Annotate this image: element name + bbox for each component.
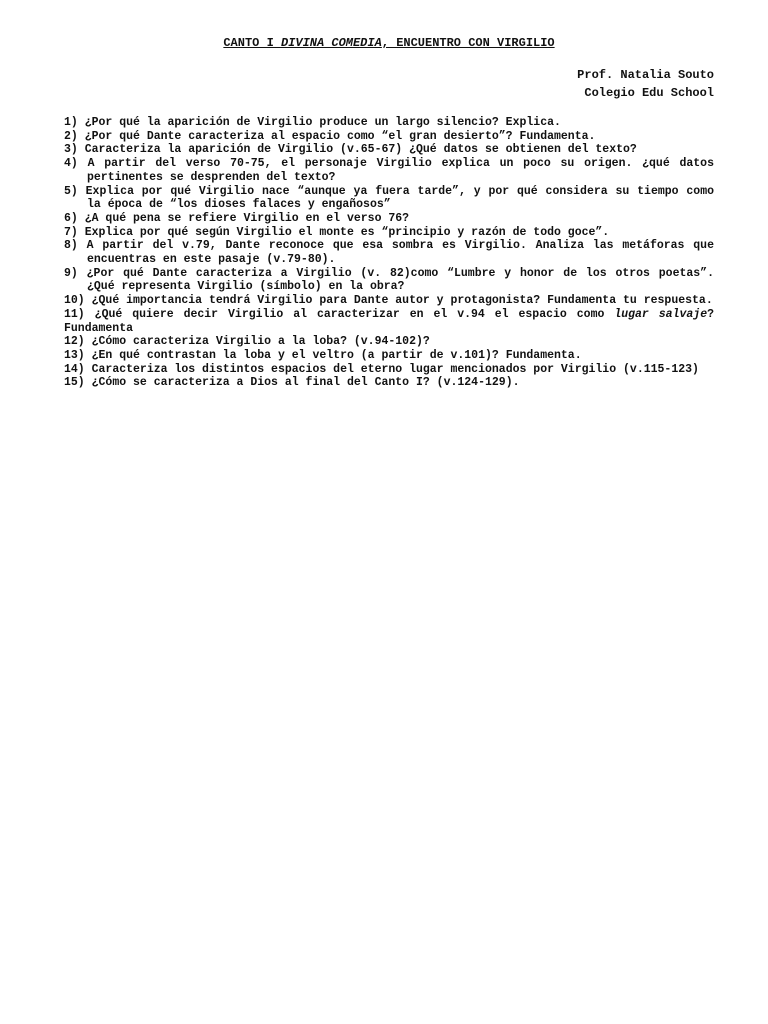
question-text: ¿Por qué Dante caracteriza a Virgilio (v. 82)como “Lumbre y honor de los otros poetas”. ¿Qué representa Virgilio (símbolo) en la obra? <box>86 266 714 294</box>
question-text: ¿Por qué Dante caracteriza al espacio como “el gran desierto”? Fundamenta. <box>84 129 596 143</box>
question-item <box>64 349 714 363</box>
author-name: Prof. Natalia Souto <box>577 68 714 82</box>
question-number: 6) <box>64 211 85 225</box>
school-name: Colegio Edu School <box>584 86 714 100</box>
question-number: 4) <box>64 157 88 171</box>
question-number: 5) <box>64 184 86 198</box>
question-text-end: ? Fundamenta <box>64 307 714 335</box>
question-item <box>64 335 714 349</box>
question-number: 13) <box>64 348 85 362</box>
question-item <box>64 130 714 144</box>
question-number: 14) <box>64 362 85 376</box>
document-page <box>64 34 714 390</box>
question-number: 12) <box>64 335 85 349</box>
question-item <box>64 226 714 240</box>
question-item <box>64 376 714 390</box>
question-item <box>64 294 714 308</box>
question-number: 8) <box>64 239 87 253</box>
question-text: A partir del v.79, Dante reconoce que esa sombra es Virgilio. Analiza las metáforas que encuentras en este pasaje (v.79-80). <box>86 239 714 267</box>
question-text: ¿Qué quiere decir Virgilio al caracterizar en el v.94 el espacio como <box>94 307 615 321</box>
question-text: ¿Qué importancia tendrá Virgilio para Dante autor y protagonista? Fundamenta tu respuesta. <box>91 294 713 308</box>
question-number: 9) <box>64 266 87 280</box>
question-number: 11) <box>64 307 85 321</box>
question-text-italic: lugar salvaje <box>614 307 708 321</box>
question-number: 3) <box>64 143 85 157</box>
question-item <box>64 363 714 377</box>
question-text: Explica por qué según Virgilio el monte es “principio y razón de todo goce”. <box>84 225 610 239</box>
question-item <box>64 157 714 184</box>
title-suffix: , ENCUENTRO CON VIRGILIO <box>381 36 555 50</box>
question-item <box>64 212 714 226</box>
question-text: Caracteriza los distintos espacios del eterno lugar mencionados por Virgilio (v.115-123) <box>91 362 699 376</box>
question-item <box>64 267 714 294</box>
question-text: ¿En qué contrastan la loba y el veltro (a partir de v.101)? Fundamenta. <box>91 348 582 362</box>
question-item <box>64 143 714 157</box>
question-list <box>64 116 714 390</box>
question-number: 15) <box>64 376 85 390</box>
question-text: A partir del verso 70-75, el personaje Virgilio explica un poco su origen. ¿qué datos pertinentes se desprenden del texto? <box>87 157 714 184</box>
question-number: 1) <box>64 116 85 129</box>
question-number: 10) <box>64 294 85 308</box>
title-italic: DIVINA COMEDIA <box>280 36 382 50</box>
question-text: Caracteriza la aparición de Virgilio (v.65-67) ¿Qué datos se obtienen del texto? <box>84 143 637 157</box>
question-item <box>64 239 714 266</box>
document-title <box>64 34 714 52</box>
title-prefix: CANTO I <box>223 36 281 50</box>
question-number: 7) <box>64 225 85 239</box>
question-text: ¿A qué pena se refiere Virgilio en el verso 76? <box>84 211 410 225</box>
question-item <box>64 116 714 130</box>
question-text: ¿Por qué la aparición de Virgilio produce un largo silencio? Explica. <box>84 116 561 129</box>
question-number: 2) <box>64 129 85 143</box>
question-item <box>64 308 714 335</box>
question-text: Explica por qué Virgilio nace “aunque ya fuera tarde”, y por qué considera su tiempo como la época de “los dioses falaces y engañosos” <box>85 184 714 212</box>
question-text: ¿Cómo se caracteriza a Dios al final del Canto I? (v.124-129). <box>91 376 520 390</box>
question-item <box>64 185 714 212</box>
question-text: ¿Cómo caracteriza Virgilio a la loba? (v.94-102)? <box>91 335 430 349</box>
